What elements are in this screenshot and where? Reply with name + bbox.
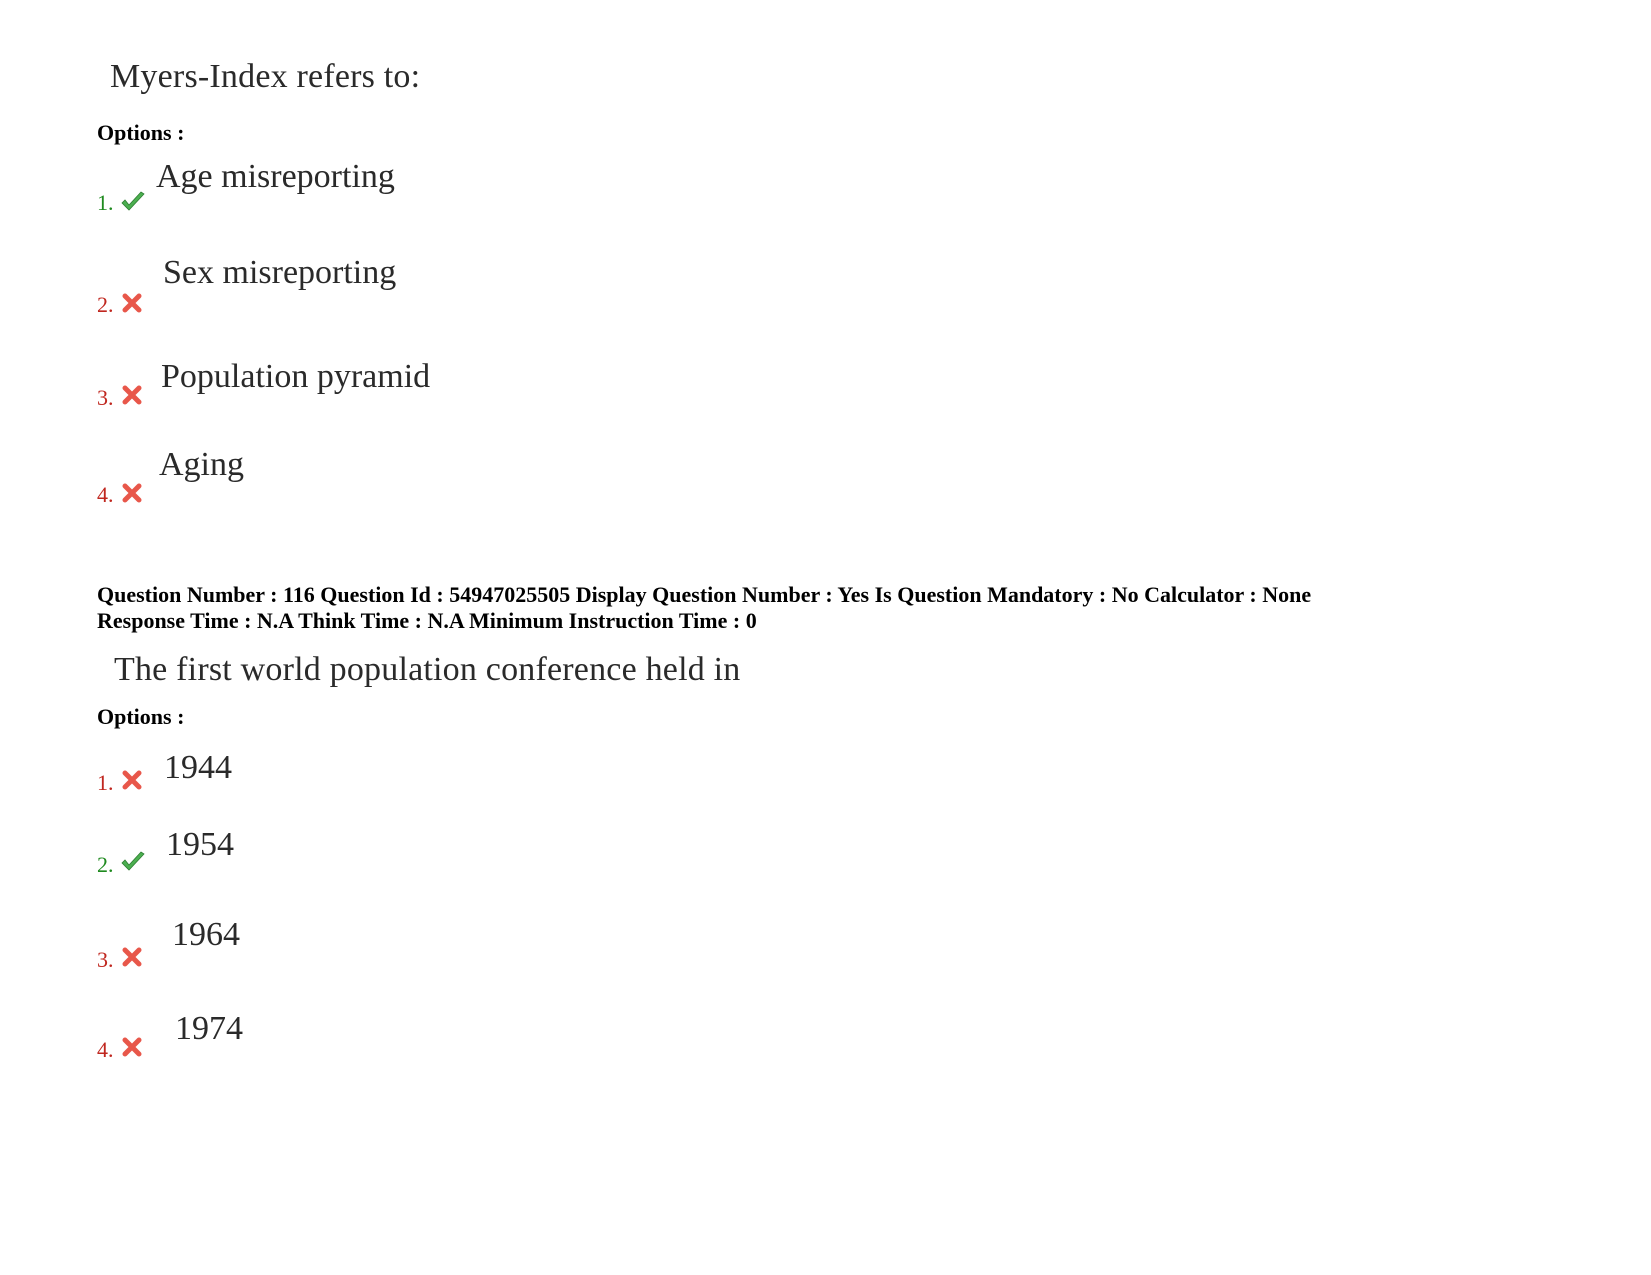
check-icon <box>120 190 146 214</box>
option-number: 4. <box>97 1037 114 1062</box>
options-label: Options : <box>97 120 185 145</box>
option-number: 1. <box>97 770 114 795</box>
cross-icon <box>120 768 146 792</box>
option-number: 1. <box>97 190 114 215</box>
option-number: 2. <box>97 292 114 317</box>
options-label: Options : <box>97 704 185 729</box>
cross-icon <box>120 383 146 407</box>
option-text: Age misreporting <box>156 158 395 195</box>
check-icon <box>120 850 146 874</box>
cross-icon <box>120 945 146 969</box>
cross-icon <box>120 1035 146 1059</box>
option-text: 1954 <box>166 826 234 863</box>
option-number: 4. <box>97 482 114 507</box>
option-text: 1964 <box>172 916 240 953</box>
option-text: Aging <box>159 446 244 483</box>
option-text: Sex misreporting <box>163 254 397 291</box>
option-number: 2. <box>97 852 114 877</box>
option-text: Population pyramid <box>161 358 431 395</box>
option-text: 1944 <box>164 749 232 786</box>
option-number: 3. <box>97 385 114 410</box>
question-meta-timing: Response Time : N.A Think Time : N.A Minimum Instruction Time : 0 <box>97 608 757 633</box>
option-text: 1974 <box>175 1010 243 1047</box>
question-text: The first world population conference held in <box>114 651 741 688</box>
cross-icon <box>120 291 146 315</box>
option-number: 3. <box>97 947 114 972</box>
cross-icon <box>120 481 146 505</box>
question-text: Myers-Index refers to: <box>110 58 421 95</box>
question-meta: Question Number : 116 Question Id : 54947025505 Display Question Number : Yes Is Question Mandatory : No Calculator : None <box>97 582 1312 607</box>
